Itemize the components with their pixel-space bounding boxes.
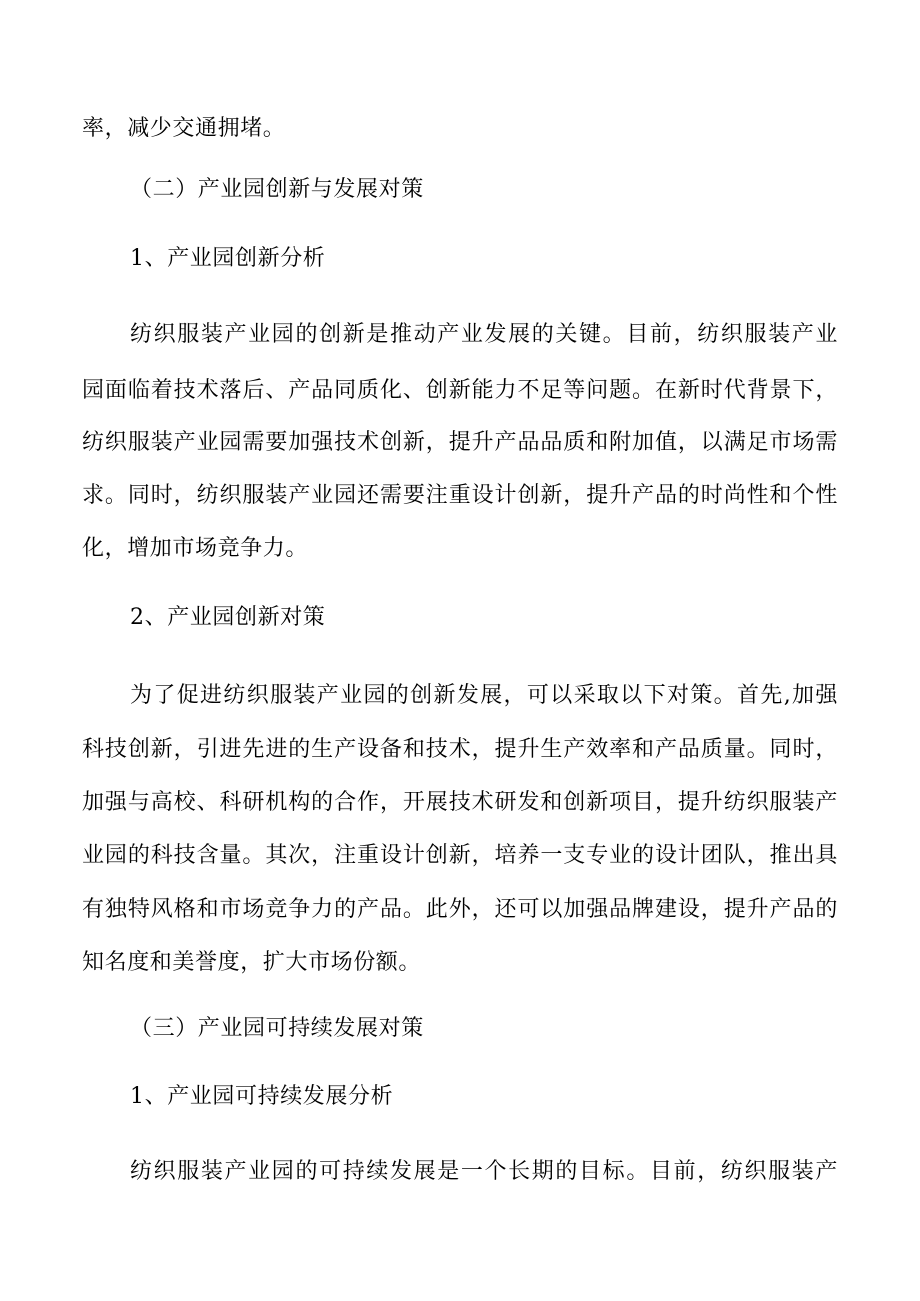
section-heading: （二）产业园创新与发展对策	[130, 177, 424, 202]
paragraph-line: 化，增加市场竞争力。	[82, 536, 309, 561]
paragraph-line: 纺织服装产业园的创新是推动产业发展的关键。目前，纺织服装产业	[130, 322, 838, 347]
paragraph-line: 科技创新，引进先进的生产设备和技术，提升生产效率和产品质量。同时，	[82, 737, 838, 762]
paragraph-line: 率，减少交通拥堵。	[82, 116, 286, 141]
paragraph-line: 加强与高校、科研机构的合作，开展技术研发和创新项目，提升纺织服装产	[82, 790, 838, 815]
paragraph-line: 为了促进纺织服装产业园的创新发展，可以采取以下对策。首先,加强	[130, 683, 838, 708]
paragraph-line: 知名度和美誉度，扩大市场份额。	[82, 950, 422, 975]
paragraph-line: 纺织服装产业园的可持续发展是一个长期的目标。目前，纺织服装产	[130, 1159, 838, 1184]
subsection-heading: 2、产业园创新对策	[130, 605, 326, 630]
section-heading: （三）产业园可持续发展对策	[130, 1016, 424, 1041]
paragraph-line: 纺织服装产业园需要加强技术创新，提升产品品质和附加值，以满足市场需	[82, 430, 838, 455]
paragraph-line: 求。同时，纺织服装产业园还需要注重设计创新，提升产品的时尚性和个性	[82, 483, 838, 508]
subsection-heading: 1、产业园创新分析	[130, 246, 326, 271]
paragraph-line: 有独特风格和市场竞争力的产品。此外，还可以加强品牌建设，提升产品的	[82, 897, 838, 922]
paragraph-line: 园面临着技术落后、产品同质化、创新能力不足等问题。在新时代背景下，	[82, 378, 838, 403]
paragraph-line: 业园的科技含量。其次，注重设计创新，培养一支专业的设计团队，推出具	[82, 843, 838, 868]
subsection-heading: 1、产业园可持续发展分析	[130, 1084, 394, 1109]
